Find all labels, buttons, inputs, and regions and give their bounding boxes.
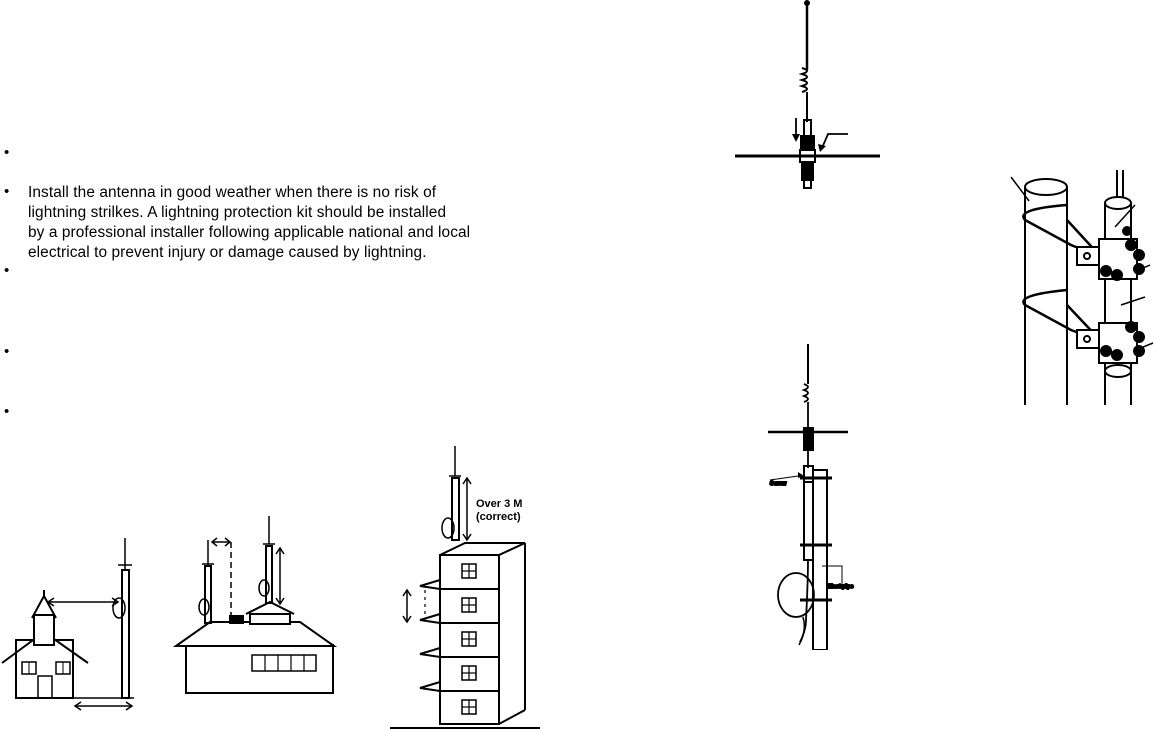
instruction-bullet-list [0, 0, 560, 440]
lightning-warning-paragraph [28, 183, 548, 263]
bullet-marker: • [4, 262, 10, 279]
screw-label: Screw [770, 481, 787, 487]
paragraph-line: Install the antenna in good weather when there is no risk of [28, 184, 437, 201]
bullet-marker: • [4, 144, 10, 161]
distance-label [470, 495, 550, 527]
mast-pipe-label: Mast pipe [828, 584, 854, 590]
paragraph-line: lightning strilkes. A lightning protection kit should be installed [28, 204, 447, 221]
building-antenna-figure [385, 440, 555, 730]
bullet-marker: • [4, 183, 10, 200]
distance-label-line2: (correct) [476, 511, 521, 523]
antenna-assembly-figure [730, 0, 890, 195]
barn-antenna-figure [170, 510, 340, 700]
house-antenna-figure [0, 530, 140, 720]
mast-mount-figure [760, 340, 880, 650]
paragraph-line: by a professional installer following applicable national and local [28, 224, 471, 241]
bullet-marker: • [4, 343, 10, 360]
paragraph-line: electrical to prevent injury or damage caused by lightning. [28, 244, 427, 261]
u-bolt-clamp-figure [1005, 165, 1157, 410]
bullet-marker: • [4, 403, 10, 420]
distance-label-line1: Over 3 M [476, 498, 523, 510]
